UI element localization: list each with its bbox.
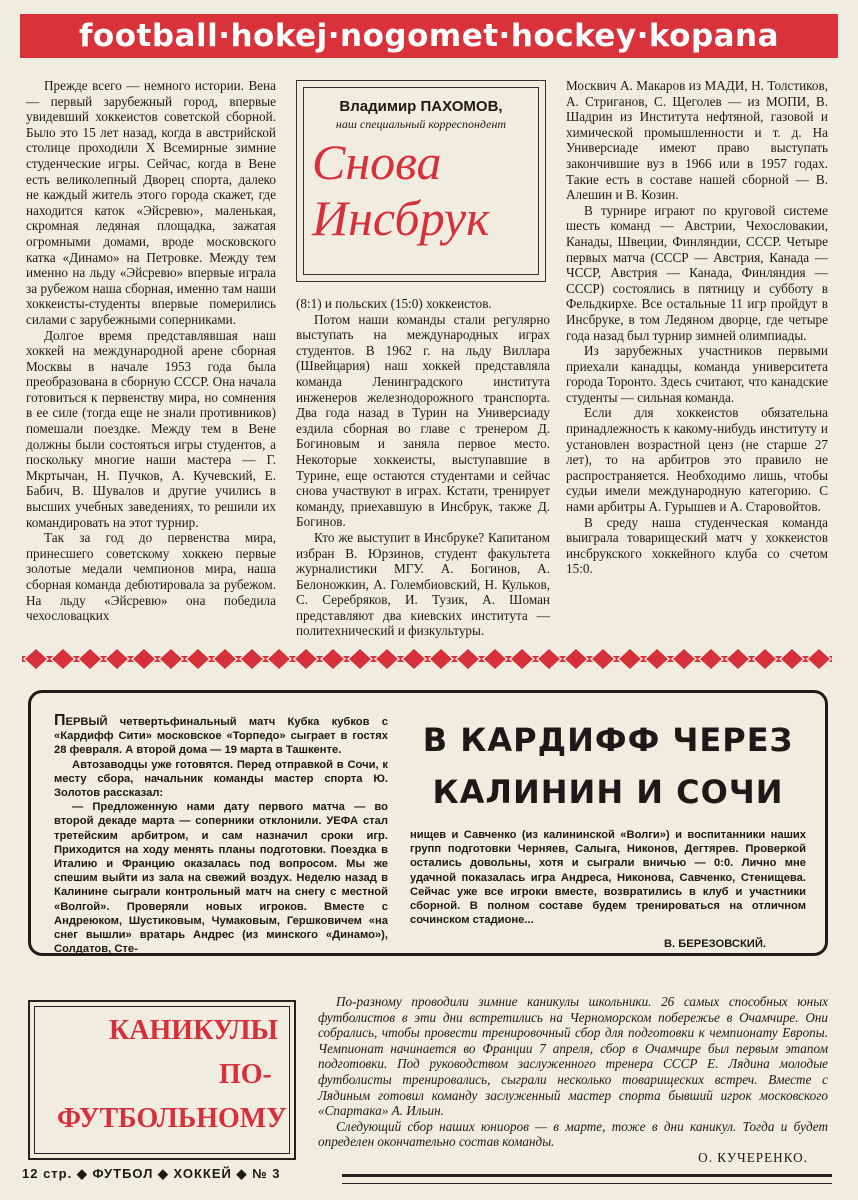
ornament-diamond <box>78 648 102 670</box>
footer-rule <box>342 1174 832 1184</box>
ornament-diamond <box>132 648 156 670</box>
article2-headline <box>410 714 806 834</box>
ornament-diamond <box>807 648 831 670</box>
paragraph: Автозаводцы уже готовятся. Перед отправкой в Сочи, к месту сбора, начальник команды мастер спорта Ю. Золотов рассказал: <box>54 758 388 800</box>
article1-author-role: наш специальный корреспондент <box>335 117 507 131</box>
article1-title-box <box>296 80 546 282</box>
ornament-diamond <box>186 648 210 670</box>
ornament-diamond <box>753 648 777 670</box>
intro-text: ЕРВЫЙ четвертьфинальный матч Кубка кубков с «Кардифф Сити» московское «Торпедо» сыграет в гостях 28 февраля. А второй дома — 19 марта в Ташкенте. <box>54 716 388 757</box>
ornament-diamond <box>591 648 615 670</box>
paragraph: — Предложенную нами дату первого матча — во второй декаде марта — соперники отклонили. УЕФА стал третейским арбитром, и сам назначил сроки игр. Приходится на ходу менять планы подготовки. Поездка в Италию и Францию оказалась под вопросом. Мы же спешим выйти из зала на свежий воздух. Неделю назад в Калинине сыграли контрольный матч на снегу с местной «Волгой». Проверяли новых игроков. Вместе с Андреюком, Шустиковым, Чумаковым, Гершковичем «на снег вышли» вратарь Андрес (из минского «Динамо»), Солдатов, Сте- <box>54 801 388 956</box>
ornament-diamond <box>510 648 534 670</box>
paragraph: Прежде всего — немного истории. Вена — первый зарубежный город, впервые увидевший хоккеистов советской сборной. Было это 15 лет назад, когда в австрийской столице проходили X Всемирные зимние студенческие игры. Сейчас, когда в Вене есть великолепный Дворец спорта, далеко не каждый житель этого города скажет, где находится каток «Эйсревю», маленькая, скромная ледяная площадка, зажатая огромными домами, вроде московского катка «Динамо» на Петровке. Между тем именно на льду «Эйсревю» впервые играла за рубежом наша сборная, именно там наши хоккеисты-студенты впервые померились силами с зарубежными соперниками. <box>26 78 276 327</box>
article3-body <box>318 994 828 1166</box>
paragraph: Кто же выступит в Инсбруке? Капитаном избран В. Юрзинов, студент факультета журналистики МГУ. А. Богинов, А. Белоножкин, А. Голембиовский, Н. Кульков, С. Серебряков, И. Тузик, А. Шоман представляют два киевских института — политехнический и физкультуры. <box>296 529 550 639</box>
article1-column-3 <box>566 78 828 638</box>
title-line: Инсбрук <box>312 190 490 246</box>
article3-title-line-3: ФУТБОЛЬНОМУ <box>57 1103 287 1134</box>
page-footer: 12 стр. ◆ ФУТБОЛ ◆ ХОККЕЙ ◆ № 3 <box>22 1166 281 1181</box>
article3-title-line-2: ПО- <box>219 1059 272 1090</box>
ornament-diamond <box>672 648 696 670</box>
article2-column-1 <box>54 712 388 956</box>
ornament-diamond <box>645 648 669 670</box>
ornament-diamond <box>375 648 399 670</box>
paragraph: Потом наши команды стали регулярно выступать на международных играх студентов. В 1962 г. на льду Виллара (Швейцария) наш хоккей представляла команда Ленинградского института инженеров железнодорожного транспорта. Два года назад в Турин на Универсиаду ездила сборная во главе с тренером Д. Богиновым и заняла первое место. Некоторые хоккеисты, выступавшие в Турине, еще остаются студентами и сейчас снова участвуют в играх. Кстати, тренирует команду, приехавшую в Инсбрук, также Д. Богинов. <box>296 311 550 530</box>
article2-signature: В. БЕРЕЗОВСКИЙ. <box>663 938 766 951</box>
ornament-diamond <box>24 648 48 670</box>
ornament-diamond <box>105 648 129 670</box>
article3-signature: О. КУЧЕРЕНКО. <box>698 1149 808 1165</box>
paragraph: Следующий сбор наших юниоров — в марте, тоже в дни каникул. Тогда и будет определен окончательно состав команды. <box>318 1118 828 1150</box>
article3-title-line-1: КАНИКУЛЫ <box>109 1015 279 1046</box>
dropcap: П <box>54 712 66 729</box>
paragraph: В среду наша студенческая команда выиграла товарищеский матч у хоккеистов инсбрукского хоккейного клуба со счетом 15:0. <box>566 514 828 577</box>
ornament-diamond <box>294 648 318 670</box>
article1-author: Владимир ПАХОМОВ, <box>339 98 503 115</box>
paragraph: (8:1) и польских (15:0) хоккеистов. <box>296 296 492 311</box>
headline-line: В КАРДИФФ ЧЕРЕЗ <box>422 721 794 759</box>
ornament-diamond <box>618 648 642 670</box>
ornament-diamond <box>780 648 804 670</box>
paragraph: Если для хоккеистов обязательна принадлежность к какому-нибудь институту и установлен возрастной ценз (не старше 27 лет), то на арбитров это правило не распространяется. Необходимо лишь, чтобы судьи имели международную категорию. С нами арбитры А. Гурышев и А. Старовойтов. <box>566 405 828 515</box>
paragraph: По-разному проводили зимние каникулы школьники. 26 самых способных юных футболистов в эти дни встретились на Черноморском побережье в Очамчире. Они собрались, чтобы провести тренировочный сбор для подготовки к чемпионату Европы. Чемпионат начинается во Франции 7 апреля, сбор в Очамчире был первым этапом подготовки. Под руководством заслуженного тренера СССР Е. Лядина молодые футболисты тренировались, сыграли несколько товарищеских встреч. Вместе с Лядиным готовил команду заслуженный мастер спорта бывший игрок московского «Спартака» А. Ильин. <box>318 994 828 1119</box>
article1-column-1 <box>26 78 276 638</box>
ornament-diamond <box>564 648 588 670</box>
paragraph: Москвич А. Макаров из МАДИ, Н. Толстиков, А. Стриганов, С. Щеголев — из МОПИ, В. Шадрин из Института нефтяной, газовой и химической промышленности и т. д. На Универсиаде имеют право выступать закончившие вуз в 1966 или в 1957 годах. Такие есть в составе нашей сборной — В. Алешин и В. Козин. <box>566 78 828 203</box>
ornament-diamond <box>429 648 453 670</box>
ornament-diamond <box>240 648 264 670</box>
article1-column-2 <box>296 296 550 638</box>
article1-title <box>312 134 538 246</box>
ornament-diamond <box>699 648 723 670</box>
article3-title-box <box>28 1000 296 1160</box>
ornament-diamond <box>213 648 237 670</box>
ornament-diamond <box>537 648 561 670</box>
paragraph: Из зарубежных участников первыми приехали канадцы, команда университета города Торонто. Здесь считают, что канадские студенты — сильная команда. <box>566 343 828 405</box>
header-banner: football·hokej·nogomet·hockey·kopana <box>20 14 838 58</box>
title-line: Снова <box>312 134 442 190</box>
ornament-diamond <box>402 648 426 670</box>
paragraph <box>54 714 388 758</box>
article2-column-2 <box>410 828 806 951</box>
ornament-diamond <box>726 648 750 670</box>
ornament-diamond <box>51 648 75 670</box>
headline-line: КАЛИНИН И СОЧИ <box>432 773 784 811</box>
ornament-diamond <box>267 648 291 670</box>
paragraph: В турнире играют по круговой системе шесть команд — Австрии, Чехословакии, Канады, Швеции, Финляндии, СССР. Четыре первых матча (СССР — Австрия, Канада — ЧССР, Австрия — Канада, Финляндия — СССР) состоялись в пятницу и субботу в Фельдкирхе. Все остальные 11 игр пройдут в Инсбруке, в том Ледяном дворце, где четыре года назад был турнир зимней олимпиады. <box>566 202 828 343</box>
ornament-diamond <box>321 648 345 670</box>
ornament-divider <box>22 646 832 672</box>
ornament-diamond <box>456 648 480 670</box>
paragraph: Долгое время представлявшая наш хоккей на международной арене сборная Москвы в начале 1953 года была преобразована в сборную СССР. Она начала готовиться к первенству мира, но сомнения в ее силе (тогда еще не знали противников) помешали поездке. Между тем в Вене должны были состояться игры студентов, а поскольку многие наши мастера — Г. Мкртычан, Н. Пучков, А. Кучевский, Е. Бабич, В. Шувалов и другие учились в высших учебных заведениях, то решили их командировать на этот турнир. <box>26 327 276 530</box>
ornament-diamond <box>159 648 183 670</box>
ornament-diamond <box>348 648 372 670</box>
ornament-diamond <box>483 648 507 670</box>
paragraph: Так за год до первенства мира, принесшего советскому хоккею первые золотые медали чемпионов мира, наша сборная команда дебютировала за рубежом. На льду «Эйсревю» она победила чехословацких <box>26 530 276 624</box>
paragraph: нищев и Савченко (из калининской «Волги») и воспитанники наших групп подготовки Черняев, Салыга, Никонов, Дегтярев. Проверкой остались довольны, хотя и сыграли вничью — 0:0. Лично мне удачной показалась игра Андреса, Никонова, Савченко, Стенищева. Сейчас уже все игроки вместе, возвратились в клуб и участники сборной. В полном составе будем тренироваться на отличном сочинском стадионе... <box>410 829 806 927</box>
